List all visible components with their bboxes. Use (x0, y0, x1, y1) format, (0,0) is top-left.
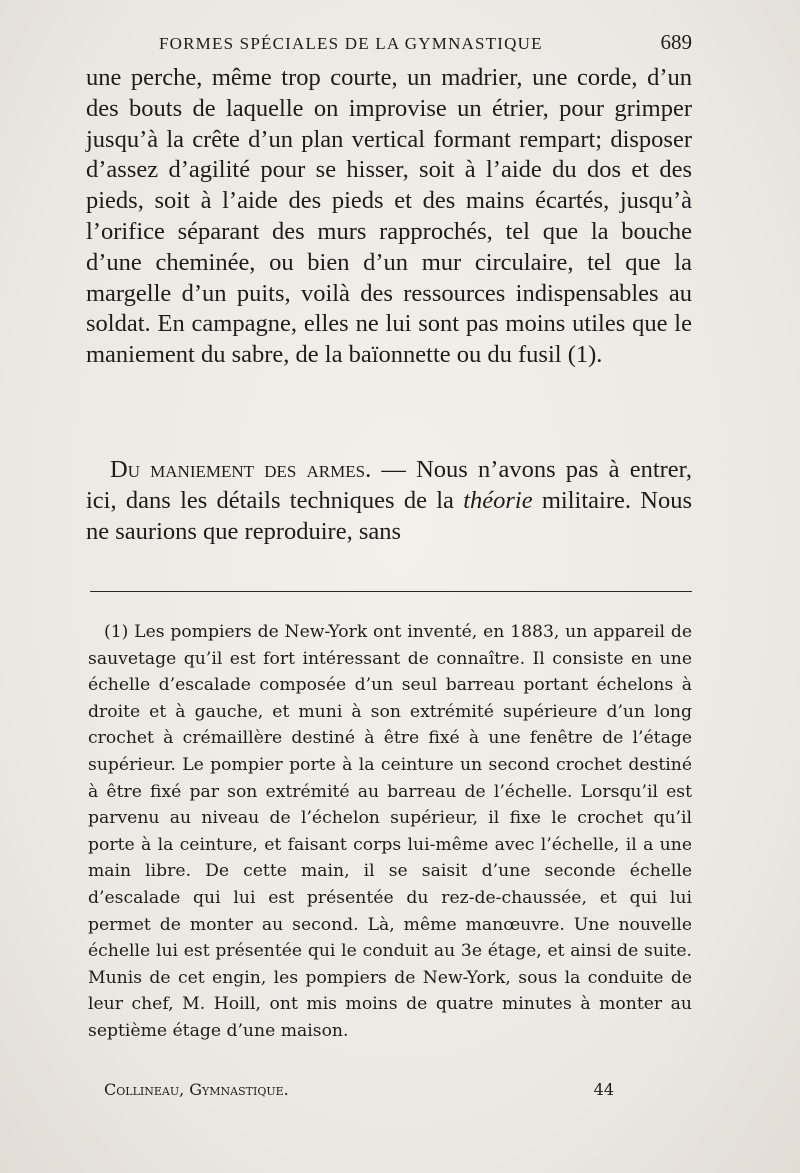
section-text-2: militaire. Nous ne saurions que reproduire, sans (86, 486, 692, 545)
section-text-1: — Nous n’avons pas à entrer, ici, dans les détails techniques de la (86, 456, 692, 514)
running-header (159, 30, 692, 60)
italic-term: théorie (463, 486, 533, 514)
footnote-rule (90, 591, 692, 592)
main-text (86, 63, 692, 371)
footnote-text: (1) Les pompiers de New-York ont inventé, en 1883, un appareil de sauvetage qu’il est fort intéressant de connaître. Il consiste en une échelle d’escalade composée d’un seul barreau portant échelons à droite et à gauche, et muni à son extrémité supérieure d’un long crochet à crémaillère destiné à être fixé à une fenêtre de l’étage supérieur. Le pompier porte à la ceinture un second crochet destiné à être fixé par son extrémité au barreau de l’échelle. Lorsqu’il est parvenu au niveau de l’échelon supérieur, il fixe le crochet qu’il porte à la ceinture, et faisant corps lui-même avec l’échelle, il a une main libre. De cette main, il se saisit d’une seconde échelle d’escalade qui lui est présentée du rez-de-chaussée, et qui lui permet de monter au second. Là, même manœuvre. Une nouvelle échelle lui est présentée qui le conduit au 3e étage, et ainsi de suite. Munis de cet engin, les pompiers de New-York, sous la conduite de leur chef, M. Hoill, ont mis moins de quatre minutes à monter au septième étage d’une maison. (88, 622, 692, 1041)
signature-mark: Collineau, Gymnastique. (104, 1080, 289, 1099)
running-title: FORMES SPÉCIALES DE LA GYMNASTIQUE (159, 34, 543, 53)
section-paragraph (86, 455, 692, 547)
footnote (88, 619, 692, 1045)
paragraph-1: une perche, même trop courte, un madrier, une corde, d’un des bouts de laquelle on improvise un étrier, pour grimper jusqu’à la crête d’un plan vertical formant rempart; disposer d’assez d’agilité pour se hisser, soit à l’aide du dos et des pieds, soit à l’aide des pieds et des mains écartés, jusqu’à l’orifice séparant des murs rapprochés, tel que la bouche d’une cheminée, ou bien d’un mur circulaire, tel que la margelle d’un puits, voilà des ressources indispensables au soldat. En campagne, elles ne lui sont pas moins utiles que le maniement du sabre, de la baïonnette ou du fusil (1). (86, 64, 692, 369)
section-maniement-des-armes (86, 455, 692, 547)
section-heading: Du maniement des armes. (110, 456, 372, 483)
sheet-number: 44 (593, 1080, 614, 1099)
page-number: 689 (660, 30, 692, 54)
page-footer (104, 1080, 614, 1099)
